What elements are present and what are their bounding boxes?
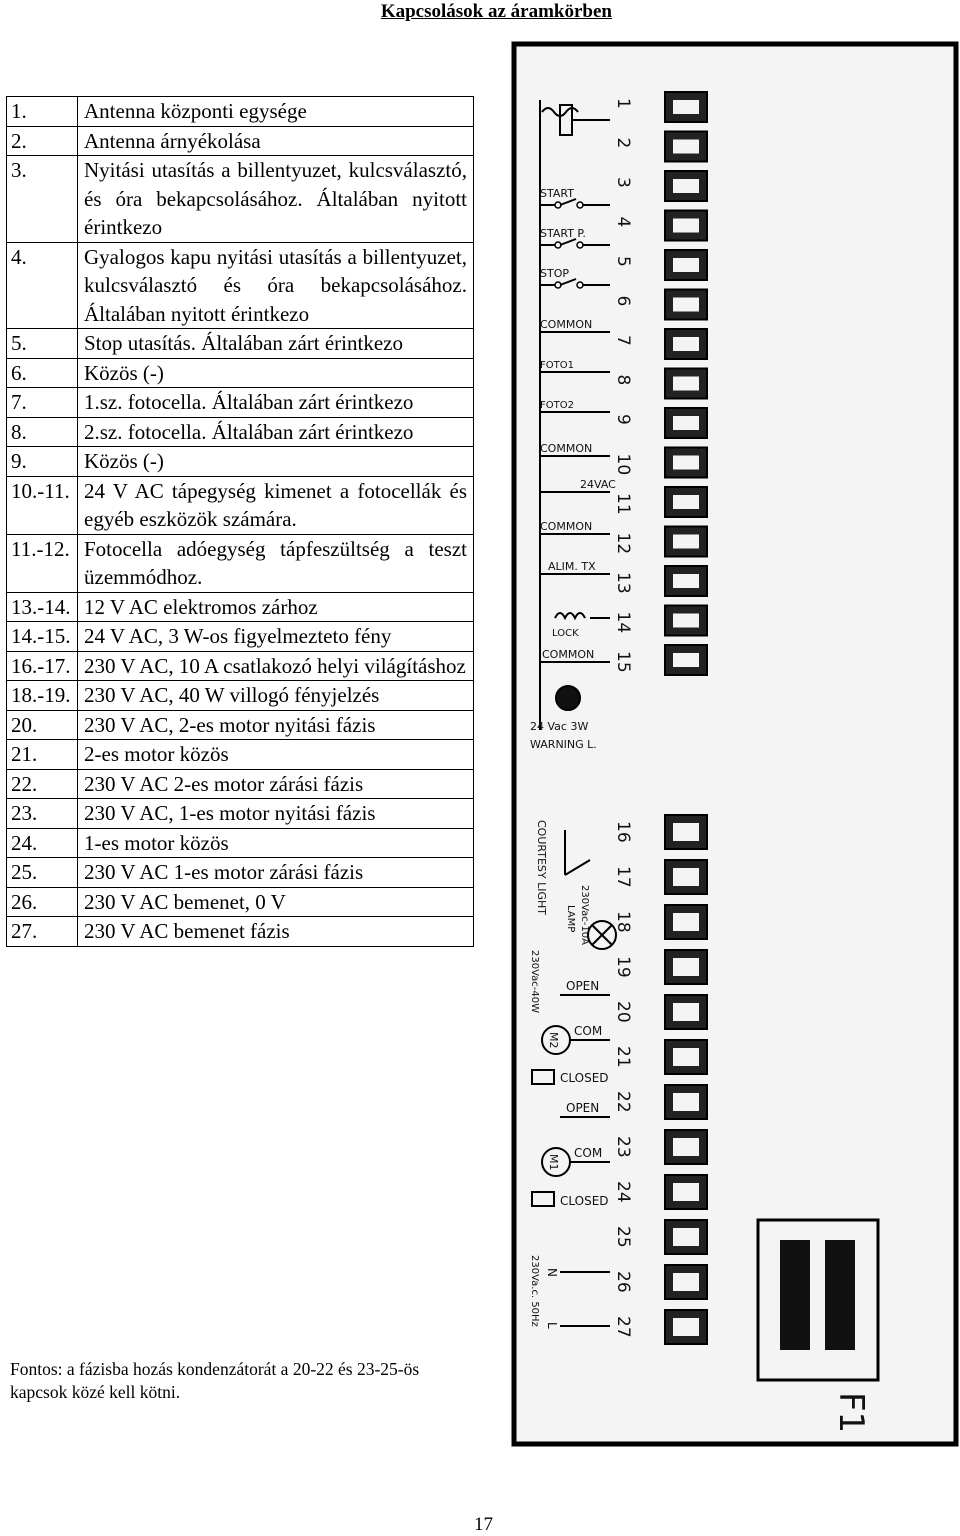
wiring-label-alim-tx: ALIM. TX xyxy=(548,560,596,573)
terminal-number: 4 xyxy=(613,216,633,228)
terminal-slot-window xyxy=(673,535,699,549)
terminal-number: 24 xyxy=(613,1181,633,1203)
terminal-number: 1 xyxy=(613,98,633,109)
important-note: Fontos: a fázisba hozás kondenzátorát a 20-22 és 23-25-ös kapcsok közé kell kötni. xyxy=(10,1359,420,1402)
terminal-number: 10 xyxy=(613,453,633,476)
legend-terminal-number: 24. xyxy=(7,828,78,858)
legend-row xyxy=(7,740,474,770)
legend-row xyxy=(7,534,474,592)
legend-terminal-number: 11.-12. xyxy=(7,534,78,592)
terminal-number: 14 xyxy=(613,611,633,634)
legend-description: 230 V AC 1-es motor zárási fázis xyxy=(78,858,474,888)
terminal-slot-window xyxy=(673,653,699,667)
terminal-slot-window xyxy=(673,574,699,588)
wiring-label-motor-1: M1 xyxy=(547,1154,560,1171)
wiring-label-warning-rating: 24 Vac 3W xyxy=(530,720,589,733)
legend-terminal-number: 5. xyxy=(7,329,78,359)
legend-terminal-number: 25. xyxy=(7,858,78,888)
terminal-slot-window xyxy=(673,298,699,312)
terminal-number: 3 xyxy=(613,177,633,188)
legend-description: Stop utasítás. Általában zárt érintkezo xyxy=(78,329,474,359)
wiring-label-mains-rating: 230Va.c. 50Hz xyxy=(529,1255,540,1327)
legend-description: Gyalogos kapu nyitási utasítás a billentyuzet, kulcsválasztó és óra bekapcsolásához. Általában nyitott érintkezo xyxy=(78,242,474,329)
wiring-label-open: OPEN xyxy=(566,979,600,993)
terminal-slot-window xyxy=(673,1003,699,1021)
terminal-number: 22 xyxy=(613,1091,633,1113)
legend-description: 24 V AC, 3 W-os figyelmezteto fény xyxy=(78,622,474,652)
terminal-number: 7 xyxy=(613,335,633,346)
fuse-body xyxy=(825,1240,855,1350)
terminal-slot-window xyxy=(673,258,699,272)
terminal-number: 18 xyxy=(613,911,633,933)
legend-terminal-number: 7. xyxy=(7,388,78,418)
legend-description: 230 V AC 2-es motor zárási fázis xyxy=(78,769,474,799)
warning-lamp-icon xyxy=(556,686,580,710)
wiring-label-line: L xyxy=(545,1322,559,1329)
wiring-label-warning-light: WARNING L. xyxy=(530,738,597,751)
wiring-label-foto2: FOTO2 xyxy=(540,400,574,411)
wiring-label-courtesy-rating: 230Vac-10A xyxy=(579,885,590,945)
terminal-number: 13 xyxy=(613,572,633,594)
legend-row xyxy=(7,126,474,156)
legend-terminal-number: 16.-17. xyxy=(7,651,78,681)
terminal-number: 16 xyxy=(613,821,633,843)
legend-terminal-number: 3. xyxy=(7,156,78,243)
legend-row xyxy=(7,592,474,622)
terminal-slot-window xyxy=(673,1318,699,1336)
terminal-number: 21 xyxy=(613,1046,633,1068)
page-title: Kapcsolások az áramkörben xyxy=(380,1,612,22)
terminal-slot-window xyxy=(673,219,699,233)
terminal-slot-window xyxy=(673,416,699,430)
legend-description: Nyitási utasítás a billentyuzet, kulcsválasztó, és óra bekapcsolásához. Általában nyitott érintkezo xyxy=(78,156,474,243)
legend-description: Antenna központi egysége xyxy=(78,97,474,127)
wiring-label-lamp-rating: 230Vac-40W xyxy=(529,950,540,1013)
legend-row xyxy=(7,681,474,711)
legend-terminal-number: 14.-15. xyxy=(7,622,78,652)
legend-row xyxy=(7,710,474,740)
wiring-label-neutral: N xyxy=(545,1268,559,1277)
wiring-label-closed: CLOSED xyxy=(560,1071,609,1085)
legend-terminal-number: 9. xyxy=(7,447,78,477)
terminal-board-diagram xyxy=(510,40,960,1450)
terminal-number: 20 xyxy=(613,1001,633,1023)
wiring-label-com: COM xyxy=(574,1146,603,1160)
terminal-slot-window xyxy=(673,495,699,509)
wiring-label-common: COMMON xyxy=(540,520,593,533)
legend-row xyxy=(7,651,474,681)
legend-description: 230 V AC bemenet, 0 V xyxy=(78,887,474,917)
terminal-number: 8 xyxy=(613,374,633,386)
terminal-number: 26 xyxy=(613,1271,633,1293)
legend-description: 230 V AC, 10 A csatlakozó helyi világításhoz xyxy=(78,651,474,681)
terminal-legend-table xyxy=(6,96,474,947)
legend-row xyxy=(7,622,474,652)
wiring-label-stop: STOP xyxy=(540,267,569,280)
terminal-slot-window xyxy=(673,1228,699,1246)
legend-row xyxy=(7,476,474,534)
legend-terminal-number: 21. xyxy=(7,740,78,770)
page-header xyxy=(0,0,960,24)
terminal-number: 23 xyxy=(613,1136,633,1158)
wiring-label-common: COMMON xyxy=(542,648,595,661)
legend-terminal-number: 8. xyxy=(7,417,78,447)
terminal-slot-window xyxy=(673,823,699,841)
legend-row xyxy=(7,799,474,829)
terminal-board-svg xyxy=(510,40,960,1450)
wiring-label-start: START xyxy=(540,187,574,200)
wiring-label-lock: LOCK xyxy=(552,628,579,639)
legend-row xyxy=(7,858,474,888)
legend-description: 1-es motor közös xyxy=(78,828,474,858)
legend-description: Közös (-) xyxy=(78,358,474,388)
legend-description: 24 V AC tápegység kimenet a fotocellák és egyéb eszközök számára. xyxy=(78,476,474,534)
terminal-slot-window xyxy=(673,179,699,193)
legend-terminal-number: 22. xyxy=(7,769,78,799)
wiring-label-start-p: START P. xyxy=(540,227,586,240)
legend-row xyxy=(7,388,474,418)
terminal-slot-window xyxy=(673,100,699,114)
terminal-number: 17 xyxy=(613,866,633,888)
legend-row xyxy=(7,329,474,359)
legend-row xyxy=(7,417,474,447)
legend-description: Antenna árnyékolása xyxy=(78,126,474,156)
legend-description: 12 V AC elektromos zárhoz xyxy=(78,592,474,622)
legend-terminal-number: 13.-14. xyxy=(7,592,78,622)
terminal-number: 2 xyxy=(613,137,633,149)
terminal-slot-window xyxy=(673,958,699,976)
terminal-number: 5 xyxy=(613,256,633,267)
terminal-number: 27 xyxy=(613,1316,633,1338)
terminal-number: 9 xyxy=(613,414,633,425)
legend-terminal-number: 26. xyxy=(7,887,78,917)
wiring-label-24vac: 24VAC xyxy=(580,478,616,491)
terminal-slot-window xyxy=(673,1273,699,1291)
legend-row xyxy=(7,887,474,917)
legend-description: 230 V AC, 40 W villogó fényjelzés xyxy=(78,681,474,711)
legend-description: 230 V AC, 2-es motor nyitási fázis xyxy=(78,710,474,740)
terminal-number: 12 xyxy=(613,532,633,555)
legend-terminal-number: 23. xyxy=(7,799,78,829)
legend-terminal-number: 20. xyxy=(7,710,78,740)
terminal-slot-window xyxy=(673,1138,699,1156)
fuse-body xyxy=(780,1240,810,1350)
legend-row xyxy=(7,917,474,947)
terminal-slot-window xyxy=(673,337,699,351)
legend-description: 2-es motor közös xyxy=(78,740,474,770)
legend-row xyxy=(7,358,474,388)
terminal-number: 19 xyxy=(613,956,633,978)
terminal-number: 11 xyxy=(613,493,633,515)
terminal-slot-window xyxy=(673,913,699,931)
legend-terminal-number: 1. xyxy=(7,97,78,127)
legend-description: Közös (-) xyxy=(78,447,474,477)
terminal-slot-window xyxy=(673,1048,699,1066)
wiring-label-closed: CLOSED xyxy=(560,1194,609,1208)
legend-description: 2.sz. fotocella. Általában zárt érintkezo xyxy=(78,417,474,447)
wiring-label-common: COMMON xyxy=(540,318,593,331)
legend-description: 230 V AC, 1-es motor nyitási fázis xyxy=(78,799,474,829)
terminal-number: 15 xyxy=(613,651,633,673)
legend-terminal-number: 6. xyxy=(7,358,78,388)
legend-terminal-number: 2. xyxy=(7,126,78,156)
legend-description: 1.sz. fotocella. Általában zárt érintkezo xyxy=(78,388,474,418)
terminal-slot-window xyxy=(673,377,699,391)
legend-terminal-number: 10.-11. xyxy=(7,476,78,534)
legend-terminal-number: 4. xyxy=(7,242,78,329)
legend-row xyxy=(7,97,474,127)
wiring-label-open: OPEN xyxy=(566,1101,600,1115)
legend-row xyxy=(7,769,474,799)
legend-description: Fotocella adóegység tápfeszültség a teszt üzemmódhoz. xyxy=(78,534,474,592)
wiring-label-fuse: F1 xyxy=(831,1392,871,1434)
terminal-slot-window xyxy=(673,1093,699,1111)
wiring-label-com: COM xyxy=(574,1024,603,1038)
legend-row xyxy=(7,156,474,243)
terminal-slot-window xyxy=(673,1183,699,1201)
wiring-label-common: COMMON xyxy=(540,442,593,455)
legend-terminal-number: 27. xyxy=(7,917,78,947)
wiring-label-courtesy-light: COURTESY LIGHT xyxy=(535,820,548,915)
terminal-slot-window xyxy=(673,614,699,628)
legend-row xyxy=(7,242,474,329)
terminal-slot-window xyxy=(673,140,699,154)
terminal-slot-window xyxy=(673,868,699,886)
terminal-slot-window xyxy=(673,456,699,470)
terminal-number: 6 xyxy=(613,295,633,307)
wiring-label-lamp: LAMP xyxy=(565,905,576,933)
legend-row xyxy=(7,828,474,858)
legend-row xyxy=(7,447,474,477)
wiring-label-motor-2: M2 xyxy=(547,1032,560,1049)
legend-description: 230 V AC bemenet fázis xyxy=(78,917,474,947)
terminal-number: 25 xyxy=(613,1226,633,1248)
page-number: 17 xyxy=(474,1514,493,1535)
legend-terminal-number: 18.-19. xyxy=(7,681,78,711)
wiring-label-foto1: FOTO1 xyxy=(540,360,574,371)
